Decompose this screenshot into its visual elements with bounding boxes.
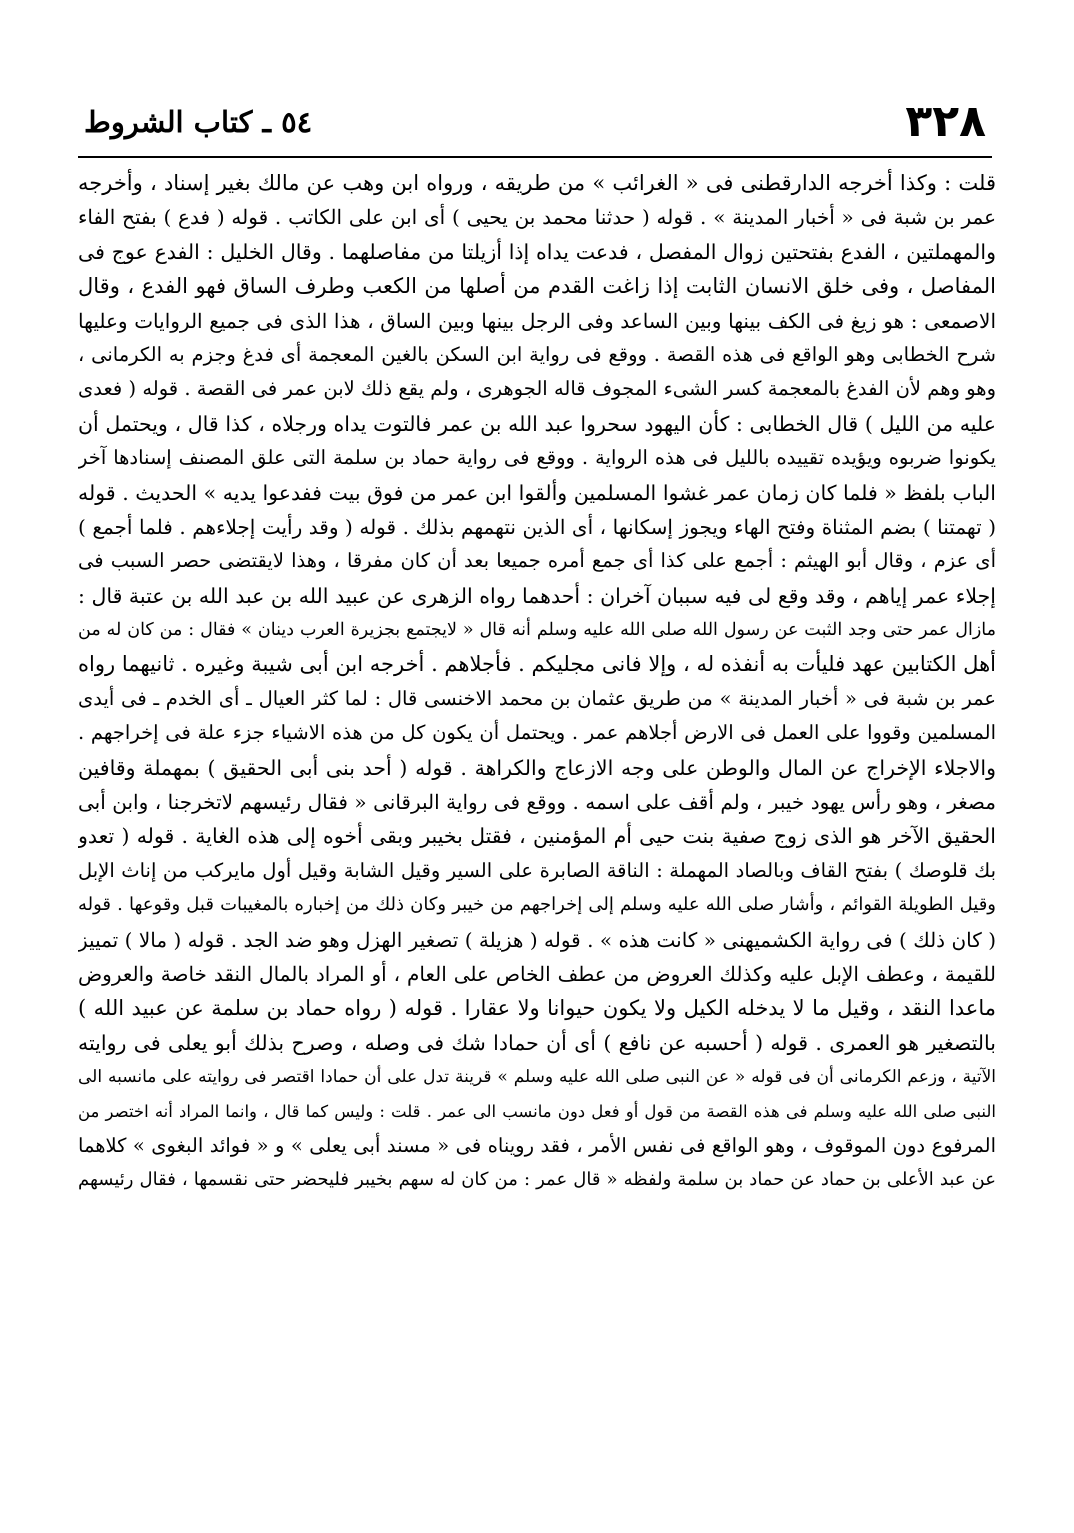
- text-line: ماعدا النقد ، وقيل ما لا يدخله الكيل ولا يكون حيوانا ولا عقارا . قوله ( رواه حماد بن سلمة عن عبيد الله ): [78, 996, 996, 1021]
- text-line: وقيل الطويلة القوائم ، وأشار صلى الله عليه وسلم إلى إخراجهم من خيبر وكان ذلك من إخباره بالمغيبات قبل وقوعها . قوله: [78, 894, 996, 916]
- text-line: الباب بلفظ « فلما كان زمان عمر غشوا المسلمين وألقوا ابن عمر من فوق بيت ففدعوا يديه » الحديث . قوله: [78, 480, 996, 505]
- text-line: مصغر ، وهو رأس يهود خيبر ، ولم أقف على اسمه . ووقع فى رواية البرقانى « فقال رئيسهم لاتخرجنا ، وابن أبى: [78, 790, 996, 815]
- text-line: الحقيق الآخر هو الذى زوج صفية بنت حيى أم المؤمنين ، فقتل بخيبر وبقى أخوه إلى هذه الغاية . قوله ( تعدو: [78, 824, 996, 849]
- header-rule: [78, 156, 992, 158]
- text-line: والاجلاء الإخراج عن المال والوطن على وجه الازعاج والكراهة . قوله ( أحد بنى أبى الحقيق ) بمهملة وقافين: [78, 755, 996, 780]
- text-line: للقيمة ، وعطف الإبل عليه وكذلك العروض من عطف الخاص على العام ، أو المراد بالمال النقد خاصة والعروض: [78, 961, 996, 986]
- text-line: أهل الكتابين عهد فليأت به أنفذه له ، وإلا فانى مجليكم . فأجلاهم . أخرجه ابن أبى شيبة وغيره . ثانيهما رواه: [78, 652, 996, 677]
- text-line: المسلمين وقووا على العمل فى الارض أجلاهم عمر . ويحتمل أن يكون كل من هذه الاشياء جزء علة فى إخراجهم .: [78, 721, 996, 745]
- text-line: وهو وهم لأن الفدغ بالمعجمة كسر الشىء المجوف قاله الجوهرى ، ولم يقع ذلك لابن عمر فى القصة . قوله ( فعدى: [78, 377, 996, 401]
- page-header: [78, 92, 992, 154]
- text-line: عمر بن شبة فى « أخبار المدينة » من طريق عثمان بن محمد الاخنسى قال : لما كثر العيال ـ أى الخدم ـ فى أيدى: [78, 686, 996, 710]
- text-line: قلت : وكذا أخرجه الدارقطنى فى « الغرائب » من طريقه ، ورواه ابن وهب عن مالك بغير إسناد ، وأخرجه: [78, 171, 996, 195]
- page-number: ٣٢٨: [905, 96, 986, 147]
- text-line: عمر بن شبة فى « أخبار المدينة » . قوله ( حدثنا محمد بن يحيى ) أى ابن على الكاتب . قوله ( فدع ) بفتح الفاء: [78, 205, 996, 230]
- text-line: النبى صلى الله عليه وسلم فى هذه القصة من قول أو فعل دون مانسب الى عمر . قلت : وليس كما قال ، وانما المراد أنه اختصر من: [78, 1101, 996, 1121]
- text-line: المرفوع دون الموقوف ، وهو الواقع فى نفس الأمر ، فقد رويناه فى « مسند أبى يعلى » و « فوائد البغوى » كلاهما: [78, 1133, 996, 1157]
- text-line: الاصمعى : هو زيغ فى الكف بينها وبين الساعد وفى الرجل بينها وبين الساق ، هذا الذى فى جميع الروايات وعليها: [78, 308, 996, 333]
- text-line: عليه من الليل ) قال الخطابى : كأن اليهود سحروا عبد الله بن عمر فالتوت يداه ورجلاه ، كذا قال ، ويحتمل أن: [78, 411, 996, 436]
- body-text: [78, 166, 996, 1198]
- text-line: أى عزم ، وقال أبو الهيثم : أجمع على كذا أى جمع أمره جميعا بعد أن كان مفرقا ، وهذا لايقتضى حصر السبب فى: [78, 549, 996, 573]
- text-line: ( تهمتنا ) بضم المثناة وفتح الهاء ويجوز إسكانها ، أى الذين نتهمهم بذلك . قوله ( وقد رأيت إجلاءهم . فلما أجمع ): [78, 514, 996, 539]
- text-line: إجلاء عمر إياهم ، وقد وقع لى فيه سببان آخران : أحدهما رواه الزهرى عن عبيد الله بن عبد الله بن عتبة قال :: [78, 583, 996, 608]
- text-line: عن عبد الأعلى بن حماد عن حماد بن سلمة ولفظه « قال عمر : من كان له سهم بخيبر فليحضر حتى نقسمها ، فقال رئيسهم: [78, 1169, 996, 1191]
- text-line: شرح الخطابى وهو الواقع فى هذه القصة . ووقع فى رواية ابن السكن بالغين المعجمة أى فدغ وجزم به الكرمانى ،: [78, 342, 996, 366]
- text-line: والمهملتين ، الفدع بفتحتين زوال المفصل ، فدعت يداه إذا أزيلتا من مفاصلهما . وقال الخليل : الفدع عوج فى: [78, 239, 996, 264]
- text-line: مازال عمر حتى وجد الثبت عن رسول الله صلى الله عليه وسلم أنه قال « لايجتمع بجزيرة العرب دينان » فقال : من كان له من: [78, 620, 996, 641]
- text-line: بك قلوصك ) بفتح القاف وبالصاد المهملة : الناقة الصابرة على السير وقيل الشابة وقيل أول مايركب من إناث الإبل: [78, 858, 996, 882]
- text-line: يكونوا ضربوه ويؤيده تقييده بالليل فى هذه الرواية . ووقع فى رواية حماد بن سلمة التى علق المصنف إسنادها آخر: [78, 446, 996, 470]
- running-title: ٥٤ ـ كتاب الشروط: [84, 105, 313, 139]
- text-line: المفاصل ، وفى خلق الانسان الثابت إذا زاغت القدم من أصلها من الكعب وطرف الساق فهو الفدع ، وقال: [78, 274, 996, 299]
- text-line: الآتية ، وزعم الكرمانى أن فى قوله « عن النبى صلى الله عليه وسلم » قرينة تدل على أن حمادا اقتصر فى روايته على مانسبه الى: [78, 1067, 996, 1088]
- text-line: بالتصغير هو العمرى . قوله ( أحسبه عن نافع ) أى أن حمادا شك فى وصله ، وصرح بذلك أبو يعلى فى روايته: [78, 1030, 996, 1055]
- text-line: ( كان ذلك ) فى رواية الكشميهنى « كانت هذه » . قوله ( هزيلة ) تصغير الهزل وهو ضد الجد . قوله ( مالا ) تمييز: [78, 927, 996, 952]
